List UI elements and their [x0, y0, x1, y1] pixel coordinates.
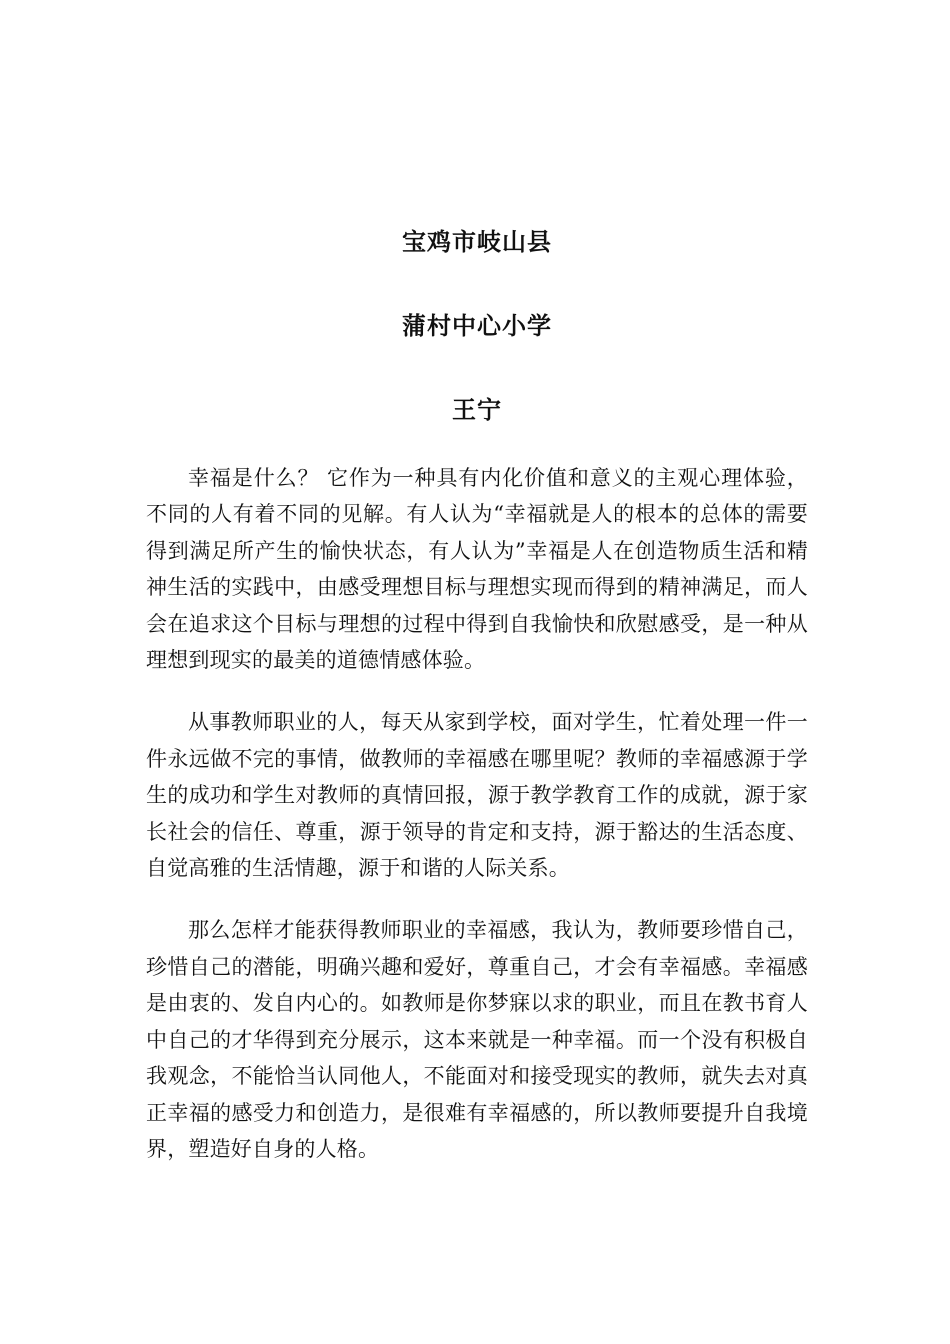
county-heading: 宝鸡市岐山县 [402, 227, 552, 256]
paragraph-1: 幸福是什么？ 它作为一种具有内化价值和意义的主观心理体验，不同的人有着不同的见解。有人认为“幸福就是人的根本的总体的需要得到满足所产生的愉快状态，有人认为”幸福是人在创造物质生活和精神生活的实践中，由感受理想目标与理想实现而得到的精神满足，而人会在追求这个目标与理想的过程中得到自我愉快和欣慰感受，是一种从理想到现实的最美的道德情感体验。 [146, 466, 808, 673]
paragraph-2: 从事教师职业的人，每天从家到学校，面对学生，忙着处理一件一件永远做不完的事情，做教师的幸福感在哪里呢？教师的幸福感源于学生的成功和学生对教师的真情回报，源于教学教育工作的成就，源于家长社会的信任、尊重，源于领导的肯定和支持，源于豁达的生活态度、自觉高雅的生活情趣，源于和谐的人际关系。 [146, 710, 808, 881]
paragraph-3: 那么怎样才能获得教师职业的幸福感，我认为，教师要珍惜自己，珍惜自己的潜能，明确兴趣和爱好，尊重自己，才会有幸福感。幸福感是由衷的、发自内心的。如教师是你梦寐以求的职业，而且在教书育人中自己的才华得到充分展示，这本来就是一种幸福。而一个没有积极自我观念，不能恰当认同他人，不能面对和接受现实的教师，就失去对真正幸福的感受力和创造力，是很难有幸福感的，所以教师要提升自我境界，塑造好自身的人格。 [146, 918, 808, 1161]
school-heading: 蒲村中心小学 [402, 311, 552, 340]
author-name: 王宁 [452, 395, 502, 424]
document-page [146, 222, 808, 1193]
